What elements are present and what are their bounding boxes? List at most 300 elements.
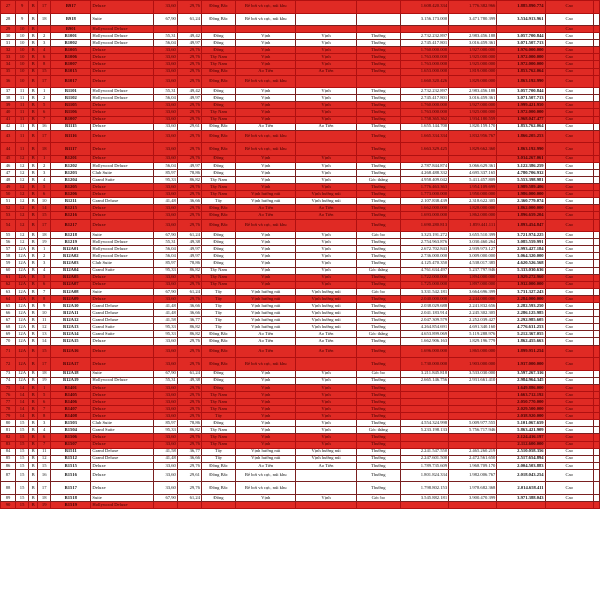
cell-price-with-vat: 3.664.696.399 [449,288,497,295]
cell-note: Cao [545,47,593,54]
cell-total-price: 2.517.654.894 [497,455,545,462]
cell-view-secondary: Vịnh [296,494,356,501]
cell-view-secondary: Vịnh [296,162,356,169]
cell-unit-type: Deluxe [91,384,153,391]
cell-floor: 2 [38,253,51,260]
cell-unit-type: Suite [91,13,153,26]
cell-direction: Đông [201,95,235,102]
cell-note: Cao [545,391,593,398]
cell-price-before-vat: 2.736.000.000 [400,253,448,260]
cell-area-net: 49,38 [177,239,201,246]
cell-spacer [593,95,599,102]
cell-unit-type: Hollywood Deluxe [91,162,153,169]
cell-area-gross: 33,60 [153,219,177,232]
cell-index: 48 [1,177,16,184]
table-row [1,413,600,420]
cell-area-net: 29,61 [177,123,201,130]
cell-unit-code: B917 [51,1,91,14]
cell-position: Thường [356,469,400,482]
cell-unit-code: B1217 [51,219,91,232]
cell-unit-type: Grand Suite [91,267,153,274]
cell-index: 85 [1,455,16,462]
cell-position: Thường [356,61,400,68]
cell-view-secondary: Vịnh [296,274,356,281]
cell-view-secondary: Ao Tiên [296,123,356,130]
cell-block: 12A [16,288,29,295]
cell-note: Cao [545,358,593,371]
cell-view-secondary: Vịnh [296,177,356,184]
cell-unit-code: B12A19 [51,377,91,384]
cell-note: Cao [545,26,593,33]
cell-area-gross: 67,90 [153,494,177,501]
cell-block: 12A [16,295,29,302]
cell-building: B [29,212,38,219]
cell-view-primary: Vịnh [236,260,296,267]
cell-unit-type: Grand Deluxe [91,317,153,324]
table-row [1,427,600,434]
table-row [1,295,600,302]
cell-block: 10 [16,47,29,54]
cell-spacer [593,267,599,274]
cell-area-gross: 33,60 [153,345,177,358]
cell-spacer [593,295,599,302]
cell-view-primary: Vịnh hướng núi [236,455,296,462]
cell-floor: 7 [38,441,51,448]
cell-note: Cao [545,68,593,75]
cell-price-with-vat: 3.066.629.361 [449,162,497,169]
cell-area-net: 29,76 [177,184,201,191]
cell-total-price: 1.989.589.406 [497,184,545,191]
cell-price-with-vat: 3.030.460.264 [449,239,497,246]
cell-spacer [593,162,599,169]
cell-price-before-vat: 1.760.000.000 [400,47,448,54]
cell-price-with-vat: 1.978.682.368 [449,482,497,495]
cell-position: Thường [356,246,400,253]
table-row [1,143,600,156]
cell-area-gross: 33,60 [153,155,177,162]
cell-direction: Đông Bắc [201,1,235,14]
cell-floor: 8 [38,295,51,302]
cell-floor: 1 [38,246,51,253]
cell-floor: 9 [38,303,51,310]
table-row [1,33,600,40]
cell-building: B [29,413,38,420]
cell-note: Cao [545,116,593,123]
cell-area-net: 61,24 [177,370,201,377]
table-row [1,391,600,398]
cell-unit-code: B918 [51,13,91,26]
cell-area-gross: 33,60 [153,68,177,75]
cell-view-primary: Bể bơi và cực, núi khu [236,1,296,14]
cell-unit-type: Deluxe [91,75,153,88]
cell-note: Cao [545,191,593,198]
cell-floor: 4 [38,427,51,434]
cell-area-gross: 33,60 [153,205,177,212]
cell-view-secondary: Vịnh [296,102,356,109]
cell-price-before-vat: 1.763.000.000 [400,54,448,61]
cell-unit-code: B1005 [51,47,91,54]
cell-building: B [29,232,38,239]
cell-note: Cao [545,109,593,116]
cell-note: Cao [545,469,593,482]
cell-spacer [593,358,599,371]
cell-total-price: 5.333.030.636 [497,267,545,274]
cell-building: B [29,198,38,205]
cell-area-net: 29,76 [177,281,201,288]
cell-spacer [593,1,599,14]
cell-view-primary: Vịnh [236,391,296,398]
table-body [1,1,600,509]
table-row [1,398,600,405]
cell-price-before-vat: 1.801.824.334 [400,469,448,482]
cell-floor: 2 [38,162,51,169]
cell-block: 12 [16,198,29,205]
cell-note: Cao [545,1,593,14]
cell-block: 9 [16,1,29,14]
cell-spacer [593,40,599,47]
cell-area-gross: 56,04 [153,253,177,260]
cell-area-net: 29,76 [177,434,201,441]
table-row [1,1,600,14]
cell-position: Thường [356,102,400,109]
cell-floor: 2 [38,95,51,102]
cell-unit-type: Grand Suite [91,331,153,338]
cell-area-gross: 33,60 [153,61,177,68]
cell-price-with-vat [449,413,497,420]
cell-area-net: 29,76 [177,441,201,448]
cell-building: B [29,61,38,68]
cell-position: Thường [356,317,400,324]
cell-area-gross: 95,33 [153,267,177,274]
cell-spacer [593,427,599,434]
cell-position: Thường [356,482,400,495]
cell-area-net: 36,66 [177,303,201,310]
cell-total-price: 1.896.659.204 [497,212,545,219]
cell-index: 55 [1,232,16,239]
cell-total-price: 4.620.526.568 [497,260,545,267]
cell-direction: Đông [201,169,235,176]
cell-note: Cao [545,434,593,441]
cell-total-price: 3.064.320.000 [497,253,545,260]
cell-direction: Đông Bắc [201,469,235,482]
cell-index: 29 [1,26,16,33]
cell-building: B [29,47,38,54]
cell-unit-code: B1503 [51,420,91,427]
cell-area-net: 78,86 [177,420,201,427]
table-row [1,205,600,212]
table-row [1,246,600,253]
cell-area-gross: 33,60 [153,75,177,88]
table-row [1,281,600,288]
cell-area-net: 49,97 [177,253,201,260]
cell-area-net: 36,66 [177,310,201,317]
cell-spacer [593,317,599,324]
table-row [1,219,600,232]
cell-spacer [593,68,599,75]
cell-view-primary: Vịnh hướng núi [236,303,296,310]
cell-view-primary: Vịnh [236,420,296,427]
cell-direction: Tây [201,317,235,324]
cell-area-net: 36,66 [177,455,201,462]
cell-spacer [593,384,599,391]
cell-unit-code: B1506 [51,434,91,441]
cell-note: Cao [545,54,593,61]
cell-note: Cao [545,219,593,232]
cell-total-price: 2.993.427.184 [497,246,545,253]
cell-price-with-vat: 1.832.956.767 [449,130,497,143]
cell-index: 38 [1,95,16,102]
cell-price-with-vat: 1.865.000.000 [449,345,497,358]
cell-floor: 18 [38,232,51,239]
cell-total-price: 1.863.192.990 [497,75,545,88]
cell-spacer [593,482,599,495]
cell-view-primary: Vịnh [236,384,296,391]
cell-price-before-vat: 1.730.000.000 [400,358,448,371]
cell-price-with-vat: 1.934.180.559 [449,116,497,123]
cell-unit-type: Deluxe [91,413,153,420]
cell-block: 14 [16,384,29,391]
cell-building: B [29,482,38,495]
cell-direction: Tây Nam [201,406,235,413]
cell-index: 65 [1,303,16,310]
table-row [1,469,600,482]
cell-building: B [29,177,38,184]
cell-area-gross: 85,97 [153,420,177,427]
cell-block: 12 [16,177,29,184]
cell-index: 44 [1,143,16,156]
cell-view-secondary: Vịnh hướng núi [296,295,356,302]
cell-direction: Đông [201,162,235,169]
table-row [1,260,600,267]
cell-direction: Đông [201,370,235,377]
cell-total-price [497,26,545,33]
cell-price-before-vat: 1.758.365.362 [400,116,448,123]
cell-note: Cao [545,169,593,176]
cell-note: Cao [545,455,593,462]
cell-index: 31 [1,40,16,47]
cell-view-primary: Vịnh [236,61,296,68]
cell-price-before-vat [400,391,448,398]
cell-price-before-vat [400,26,448,33]
cell-spacer [593,398,599,405]
cell-area-net: 29,76 [177,482,201,495]
cell-total-price: 1.649.886.000 [497,384,545,391]
cell-area-gross: 85,97 [153,260,177,267]
cell-index: 83 [1,441,16,448]
cell-unit-code: B1211 [51,198,91,205]
cell-area-net: 78,86 [177,260,201,267]
cell-area-net: 29,76 [177,75,201,88]
cell-position: Thường [356,358,400,371]
cell-price-with-vat: 1.828.000.000 [449,205,497,212]
cell-note: Cao [545,177,593,184]
cell-area-net [177,501,201,508]
cell-area-net: 61,24 [177,288,201,295]
cell-total-price: 2.284.000.000 [497,295,545,302]
cell-position: Thường [356,198,400,205]
cell-price-with-vat: 2.465.260.219 [449,448,497,455]
cell-floor: 8 [38,61,51,68]
cell-block: 12 [16,155,29,162]
cell-building: B [29,239,38,246]
cell-area-gross: 33,60 [153,184,177,191]
cell-note: Cao [545,198,593,205]
cell-spacer [593,377,599,384]
cell-view-primary: Vịnh [236,377,296,384]
cell-view-secondary: Vịnh [296,61,356,68]
cell-building: B [29,123,38,130]
cell-total-price: 2.014.658.411 [497,482,545,495]
cell-total-price: 1.853.762.064 [497,68,545,75]
cell-total-price: 3.085.559.991 [497,239,545,246]
cell-unit-type: Deluxe [91,102,153,109]
cell-position: Thường [356,88,400,95]
cell-view-primary: Vịnh [236,232,296,239]
cell-view-primary: Ao Tiên [236,205,296,212]
cell-position [356,26,400,33]
cell-view-secondary [296,469,356,482]
cell-price-with-vat [449,391,497,398]
cell-block: 11 [16,130,29,143]
cell-note: Cao [545,310,593,317]
cell-area-gross: 95,33 [153,427,177,434]
cell-index: 56 [1,239,16,246]
cell-spacer [593,191,599,198]
cell-total-price: 3.597.267.316 [497,370,545,377]
cell-building: B [29,288,38,295]
cell-floor: 18 [38,143,51,156]
cell-index: 28 [1,13,16,26]
cell-index: 42 [1,123,16,130]
cell-area-net: 86,82 [177,177,201,184]
cell-area-gross: 56,04 [153,246,177,253]
cell-unit-type: Deluxe [91,358,153,371]
cell-floor: 10 [38,310,51,317]
cell-price-before-vat: 2.040.000.000 [400,295,448,302]
cell-floor: 12 [38,324,51,331]
cell-area-gross: 33,60 [153,281,177,288]
cell-price-with-vat: 1.954.109.699 [449,184,497,191]
cell-position: Thường [356,377,400,384]
cell-unit-code: B1115 [51,123,91,130]
cell-index: 37 [1,88,16,95]
cell-note: Cao [545,184,593,191]
cell-price-with-vat: 2.241.832.656 [449,303,497,310]
cell-note: Cao [545,370,593,377]
cell-direction [201,501,235,508]
cell-price-before-vat: 1.608.420.334 [400,1,448,14]
table-row [1,184,600,191]
cell-spacer [593,494,599,501]
cell-index: 62 [1,281,16,288]
cell-price-before-vat: 1.663.329.425 [400,143,448,156]
cell-area-net: 29,76 [177,109,201,116]
cell-spacer [593,455,599,462]
cell-unit-code: B12A01 [51,246,91,253]
cell-area-net: 29,76 [177,143,201,156]
cell-area-gross: 33,60 [153,384,177,391]
cell-view-secondary: Vịnh [296,427,356,434]
cell-position: Thường [356,413,400,420]
cell-price-before-vat: 4.125.470.350 [400,260,448,267]
cell-price-with-vat: 1.925.000.000 [449,54,497,61]
cell-direction: Đông [201,47,235,54]
cell-view-primary: Vịnh [236,116,296,123]
cell-unit-code: B1401 [51,384,91,391]
cell-position: Thường [356,130,400,143]
cell-building: B [29,205,38,212]
cell-block: 15 [16,462,29,469]
cell-area-gross: 33,60 [153,338,177,345]
cell-direction: Đông [201,384,235,391]
cell-total-price: 1.972.000.000 [497,61,545,68]
cell-view-secondary: Vịnh [296,54,356,61]
cell-view-primary [236,26,296,33]
cell-price-with-vat: 1.829.196.779 [449,338,497,345]
cell-direction: Đông [201,246,235,253]
cell-spacer [593,434,599,441]
cell-view-secondary: Vịnh [296,232,356,239]
cell-building: B [29,246,38,253]
table-row [1,345,600,358]
cell-price-before-vat [400,434,448,441]
cell-unit-code: B12A13 [51,324,91,331]
cell-index: 49 [1,184,16,191]
cell-building: B [29,391,38,398]
cell-position: Thường [356,391,400,398]
cell-floor: 3 [38,40,51,47]
cell-view-primary: Vịnh [236,88,296,95]
cell-block: 15 [16,448,29,455]
cell-note: Cao [545,232,593,239]
table-row [1,75,600,88]
cell-price-with-vat: 1.925.000.000 [449,109,497,116]
table-row [1,123,600,130]
cell-price-with-vat: 1.829.662.360 [449,143,497,156]
cell-spacer [593,33,599,40]
cell-spacer [593,338,599,345]
cell-spacer [593,441,599,448]
cell-floor: 6 [38,434,51,441]
cell-floor: 7 [38,406,51,413]
cell-floor: 3 [38,260,51,267]
cell-unit-type: Hollywood Deluxe [91,26,153,33]
cell-index: 70 [1,338,16,345]
cell-total-price: 3.071.507.713 [497,40,545,47]
cell-area-net: 29,76 [177,391,201,398]
cell-price-with-vat: 5.756.717.946 [449,427,497,434]
cell-spacer [593,198,599,205]
cell-unit-type: Deluxe [91,398,153,405]
cell-area-net: 86,82 [177,324,201,331]
cell-total-price: 3.731.327.243 [497,288,545,295]
cell-unit-code: B1116 [51,130,91,143]
cell-unit-code: B1007 [51,61,91,68]
cell-view-secondary [296,26,356,33]
cell-index: 68 [1,324,16,331]
cell-price-before-vat: 3.211.845.818 [400,370,448,377]
cell-note: Cao [545,448,593,455]
cell-spacer [593,331,599,338]
cell-block: 11 [16,123,29,130]
cell-price-before-vat: 2.047.309.579 [400,317,448,324]
cell-block: 12A [16,370,29,377]
cell-block: 12A [16,303,29,310]
cell-area-net: 49,97 [177,95,201,102]
cell-building: B [29,398,38,405]
cell-floor: 15 [38,462,51,469]
cell-price-with-vat: 1.950.000.000 [449,191,497,198]
